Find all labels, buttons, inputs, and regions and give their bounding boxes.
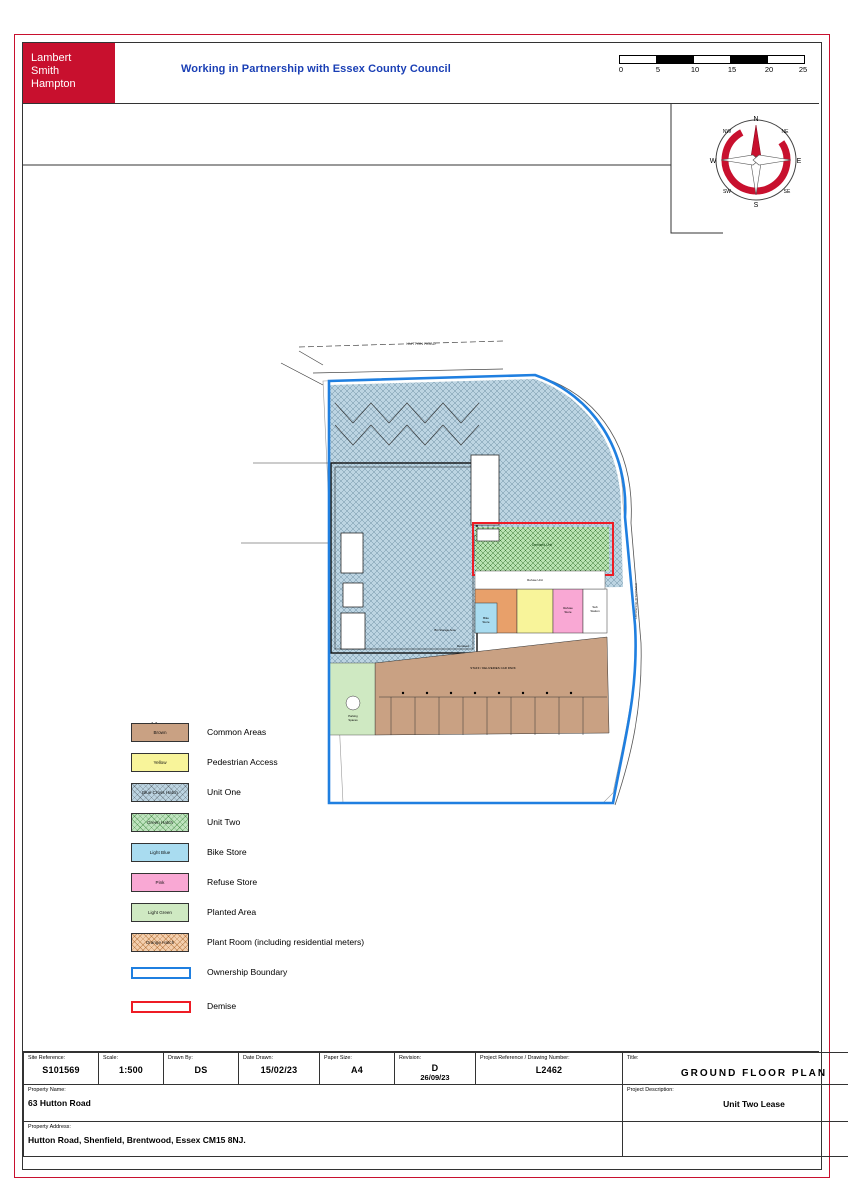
key-label-ownership-boundary: Ownership Boundary [207,967,288,977]
key-item-refuse-store [71,873,401,903]
key-swatch-planted-area: Light Green [131,903,189,922]
svg-text:Demised: Demised [457,644,469,648]
title-block [23,1051,828,1162]
key-swatch-bike-store: Light Blue [131,843,189,862]
scale-tick-5: 25 [798,65,808,74]
key-swatch-common-areas: Brown [131,723,189,742]
key-swatch-ownership-boundary [131,967,191,979]
value-site-reference: S101569 [42,1065,80,1075]
key-item-pedestrian-access [71,753,401,783]
scale-tick-1: 5 [655,65,661,74]
key-swatch-unit-two: Green Hatch [131,813,189,832]
key-label-demise: Demise [207,1001,237,1011]
title-bar [23,43,819,104]
logo-line-1: Lambert [31,52,72,64]
company-logo [23,43,115,103]
key-item-common-areas [71,723,401,753]
compass-rose [707,111,805,209]
drawing-area [23,103,819,1051]
value-property-name: 63 Hutton Road [28,1098,91,1108]
caption-scale: Scale: [103,1055,118,1061]
compass-ne: NE [781,129,789,135]
value-scale: 1:500 [118,1065,144,1075]
compass-sw: SW [722,189,732,195]
svg-text:Station: Station [590,609,600,613]
caption-paper-size: Paper Size: [324,1055,352,1061]
scale-tick-3: 15 [727,65,737,74]
compass-se: SE [783,189,791,195]
svg-text:STAFF / DELIVERIES CAR PARK: STAFF / DELIVERIES CAR PARK [470,666,516,670]
svg-text:Sub: Sub [592,605,598,609]
scale-bar-segments [619,55,805,64]
cell-site-reference [24,1053,99,1085]
caption-date-drawn: Date Drawn: [243,1055,273,1061]
scale-bar-ticks [618,64,808,78]
key-item-unit-two [71,813,401,843]
cell-blank [623,1122,848,1157]
key-item-ownership-boundary [71,963,401,997]
value-title: GROUND FLOOR PLAN [680,1068,828,1079]
key-item-bike-store [71,843,401,873]
scale-seg-4 [731,56,768,63]
svg-text:Refuse: Refuse [563,606,573,610]
value-project-description: Unit Two Lease [723,1099,785,1109]
cell-project-reference [476,1053,623,1085]
cell-title [623,1053,848,1085]
title-block-table [23,1052,848,1157]
key-swatch-plant-room: Orange Hatch [131,933,189,952]
key-label-planted-area: Planted Area [207,907,257,917]
cell-scale [99,1053,164,1085]
value-property-address: Hutton Road, Shenfield, Brentwood, Essex CM15 8NJ. [28,1135,246,1145]
key-label-unit-one: Unit One [207,787,241,797]
scale-seg-3 [694,56,731,63]
scale-tick-2: 10 [690,65,700,74]
partnership-text: Working in Partnership with Essex County Council [181,63,451,75]
key-swatch-demise [131,1001,191,1013]
caption-property-address: Property Address: [28,1124,71,1130]
cell-project-description [623,1085,848,1122]
cell-property-name [24,1085,623,1122]
key-label-unit-two: Unit Two [207,817,241,827]
compass-s: S [753,202,759,209]
key-label-common-areas: Common Areas [207,727,267,737]
compass-w: W [709,158,717,165]
scale-seg-2 [657,56,694,63]
key-item-unit-one [71,783,401,813]
compass-e: E [796,158,802,165]
scale-seg-1 [620,56,657,63]
key-legend [71,723,401,1031]
value-paper-size: A4 [351,1065,363,1075]
caption-property-name: Property Name: [28,1087,66,1093]
caption-project-reference: Project Reference / Drawing Number: [480,1055,570,1061]
svg-text:Store: Store [564,610,572,614]
key-swatch-refuse-store: Pink [131,873,189,892]
scale-tick-4: 20 [764,65,774,74]
scale-seg-5 [768,56,804,63]
key-label-plant-room: Plant Room (including residential meters) [207,937,365,947]
key-item-planted-area [71,903,401,933]
table-row-address [24,1122,848,1157]
scale-tick-0: 0 [618,65,624,74]
scale-bar [619,55,809,93]
sheet-border [14,34,830,1178]
key-label-bike-store: Bike Store [207,847,247,857]
compass-nw: NW [722,129,732,135]
value-drawn-by: DS [194,1065,208,1075]
logo-line-3: Hampton [31,78,76,90]
caption-drawn-by: Drawn By: [168,1055,193,1061]
svg-text:OWNERSHIP BOUNDARY: OWNERSHIP BOUNDARY [634,583,638,620]
key-swatch-unit-one: Blue Cross Hatch [131,783,189,802]
svg-text:Bin Storage Area: Bin Storage Area [434,628,456,632]
cell-date-drawn [239,1053,320,1085]
table-row-names [24,1085,848,1122]
svg-text:Store: Store [482,620,490,624]
key-label-pedestrian-access: Pedestrian Access [207,757,278,767]
key-item-demise [71,997,401,1031]
key-item-plant-room [71,933,401,963]
svg-text:Demised Unit: Demised Unit [531,543,553,547]
caption-revision: Revision: [399,1055,422,1061]
key-swatch-pedestrian-access: Yellow [131,753,189,772]
caption-title: Title: [627,1055,639,1061]
caption-project-description: Project Description: [627,1087,674,1093]
cell-revision [395,1053,476,1085]
logo-line-2: Smith [31,65,60,77]
value-date-drawn: 15/02/23 [260,1065,298,1075]
svg-text:Spaces: Spaces [348,718,358,722]
value-revision-date: 26/09/23 [420,1073,450,1082]
value-revision: D [431,1063,439,1073]
svg-text:HUTTON ROAD: HUTTON ROAD [406,341,436,346]
svg-text:Bike: Bike [483,616,489,620]
cell-drawn-by [164,1053,239,1085]
compass-n: N [753,116,759,123]
svg-text:Refuse Unit: Refuse Unit [527,578,543,582]
key-label-refuse-store: Refuse Store [207,877,258,887]
cell-paper-size [320,1053,395,1085]
value-project-reference: L2462 [535,1065,563,1075]
caption-site-reference: Site Reference: [28,1055,66,1061]
svg-text:Parking: Parking [348,714,358,718]
cell-property-address [24,1122,623,1157]
table-row-main [24,1053,848,1085]
